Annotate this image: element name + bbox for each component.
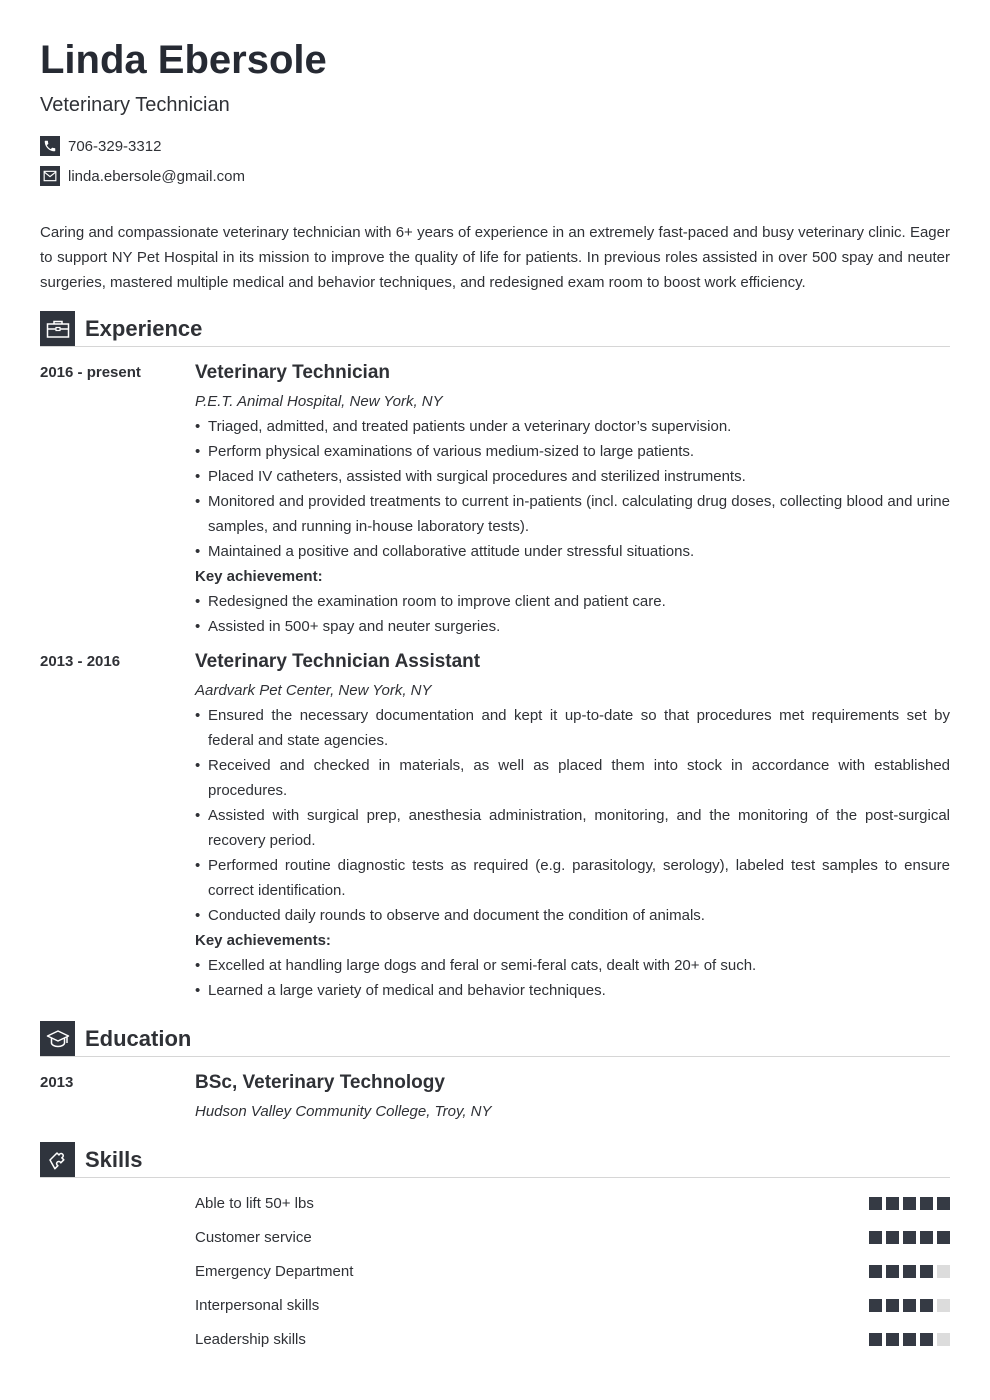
list-item: • Ensured the necessary documentation and kept it up-to-date so that procedures met requirements set by federal and state agencies. xyxy=(195,703,950,753)
responsibility-list xyxy=(195,703,950,928)
education-degree: BSc, Veterinary Technology xyxy=(195,1072,445,1093)
education-date: 2013 xyxy=(40,1074,74,1091)
achievement-list xyxy=(195,589,950,639)
email-text[interactable]: linda.ebersole@gmail.com xyxy=(68,167,245,185)
list-item: • Learned a large variety of medical and behavior techniques. xyxy=(195,978,950,1003)
briefcase-icon xyxy=(40,311,75,346)
rating-dot-filled xyxy=(920,1231,933,1244)
rating-dot-filled xyxy=(886,1231,899,1244)
candidate-title: Veterinary Technician xyxy=(40,94,230,116)
rating-dot-filled xyxy=(903,1299,916,1312)
rating-dot-filled xyxy=(886,1299,899,1312)
contact-email xyxy=(40,166,950,186)
education-school: Hudson Valley Community College, Troy, NY xyxy=(195,1103,492,1120)
skill-name: Emergency Department xyxy=(195,1262,354,1280)
rating-dot-filled xyxy=(903,1197,916,1210)
phone-text[interactable]: 706-329-3312 xyxy=(68,137,162,155)
list-item: • Conducted daily rounds to observe and document the condition of animals. xyxy=(195,903,950,928)
education-section-header xyxy=(40,1021,950,1057)
list-item: • Performed routine diagnostic tests as required (e.g. parasitology, serology), labeled test samples to ensure correct identification. xyxy=(195,853,950,903)
list-item: • Redesigned the examination room to improve client and patient care. xyxy=(195,589,950,614)
experience-title: Experience xyxy=(85,315,203,341)
mail-icon xyxy=(40,166,60,186)
experience-section-header xyxy=(40,311,950,347)
rating-dot-filled xyxy=(920,1197,933,1210)
rating-dot-filled xyxy=(937,1197,950,1210)
education-title: Education xyxy=(85,1025,192,1051)
puzzle-icon xyxy=(40,1142,75,1177)
rating-dot-filled xyxy=(869,1333,882,1346)
skill-name: Leadership skills xyxy=(195,1330,306,1348)
skill-row xyxy=(195,1254,950,1288)
contact-phone xyxy=(40,136,950,156)
rating-dot-filled xyxy=(920,1299,933,1312)
skills-title: Skills xyxy=(85,1146,143,1172)
list-item: • Assisted in 500+ spay and neuter surgeries. xyxy=(195,614,950,639)
list-item: • Received and checked in materials, as well as placed them into stock in accordance with established procedures. xyxy=(195,753,950,803)
list-item: • Perform physical examinations of various medium-sized to large patients. xyxy=(195,439,950,464)
list-item: • Assisted with surgical prep, anesthesia administration, monitoring, and the monitoring of the post-surgical recovery period. xyxy=(195,803,950,853)
list-item: • Placed IV catheters, assisted with surgical procedures and sterilized instruments. xyxy=(195,464,950,489)
contact-block xyxy=(40,136,950,186)
skill-rating xyxy=(869,1265,950,1278)
skill-name: Able to lift 50+ lbs xyxy=(195,1194,314,1212)
rating-dot-filled xyxy=(920,1265,933,1278)
skill-name: Interpersonal skills xyxy=(195,1296,320,1314)
rating-dot-filled xyxy=(937,1231,950,1244)
rating-dot-filled xyxy=(903,1265,916,1278)
experience-role: Veterinary Technician Assistant xyxy=(195,651,481,672)
rating-dot-filled xyxy=(869,1265,882,1278)
rating-dot-filled xyxy=(886,1265,899,1278)
skill-row xyxy=(195,1186,950,1220)
experience-date: 2013 - 2016 xyxy=(40,653,121,670)
rating-dot-filled xyxy=(920,1333,933,1346)
list-item: • Excelled at handling large dogs and feral or semi-feral cats, dealt with 20+ of such. xyxy=(195,953,950,978)
achievement-list xyxy=(195,953,950,1003)
graduation-cap-icon xyxy=(40,1021,75,1056)
skill-row xyxy=(195,1288,950,1322)
key-achievement-label: Key achievement: xyxy=(195,568,323,585)
rating-dot-empty xyxy=(937,1333,950,1346)
candidate-name: Linda Ebersole xyxy=(40,38,327,82)
rating-dot-filled xyxy=(869,1197,882,1210)
resume-page xyxy=(40,0,950,1356)
rating-dot-filled xyxy=(886,1333,899,1346)
rating-dot-filled xyxy=(903,1333,916,1346)
key-achievement-label: Key achievements: xyxy=(195,932,331,949)
rating-dot-empty xyxy=(937,1299,950,1312)
skill-row xyxy=(195,1220,950,1254)
skill-rating xyxy=(869,1231,950,1244)
skills-list xyxy=(40,1186,950,1356)
rating-dot-empty xyxy=(937,1265,950,1278)
list-item: • Triaged, admitted, and treated patients under a veterinary doctor’s supervision. xyxy=(195,414,950,439)
skill-rating xyxy=(869,1299,950,1312)
responsibility-list xyxy=(195,414,950,564)
experience-entry xyxy=(40,361,950,639)
list-item: • Monitored and provided treatments to current in-patients (incl. calculating drug doses, collecting blood and urine samples, and running in-house laboratory tests). xyxy=(195,489,950,539)
skill-rating xyxy=(869,1197,950,1210)
rating-dot-filled xyxy=(869,1299,882,1312)
education-entry xyxy=(40,1071,950,1124)
rating-dot-filled xyxy=(886,1197,899,1210)
profile-summary: Caring and compassionate veterinary technician with 6+ years of experience in an extremely fast-paced and busy veterinary clinic. Eager to support NY Pet Hospital in its mission to improve the quality of life for patients. In previous roles assisted in over 500 spay and neuter surgeries, mastered multiple medical and behavior techniques, and redesigned exam room to boost work efficiency. xyxy=(40,224,950,291)
experience-employer: P.E.T. Animal Hospital, New York, NY xyxy=(195,393,443,410)
experience-role: Veterinary Technician xyxy=(195,362,391,383)
skill-row xyxy=(195,1322,950,1356)
rating-dot-filled xyxy=(869,1231,882,1244)
skill-rating xyxy=(869,1333,950,1346)
skills-section-header xyxy=(40,1142,950,1178)
skill-name: Customer service xyxy=(195,1228,312,1246)
experience-date: 2016 - present xyxy=(40,364,141,381)
experience-employer: Aardvark Pet Center, New York, NY xyxy=(195,682,432,699)
rating-dot-filled xyxy=(903,1231,916,1244)
phone-icon xyxy=(40,136,60,156)
experience-entry xyxy=(40,650,950,1003)
list-item: • Maintained a positive and collaborative attitude under stressful situations. xyxy=(195,539,950,564)
